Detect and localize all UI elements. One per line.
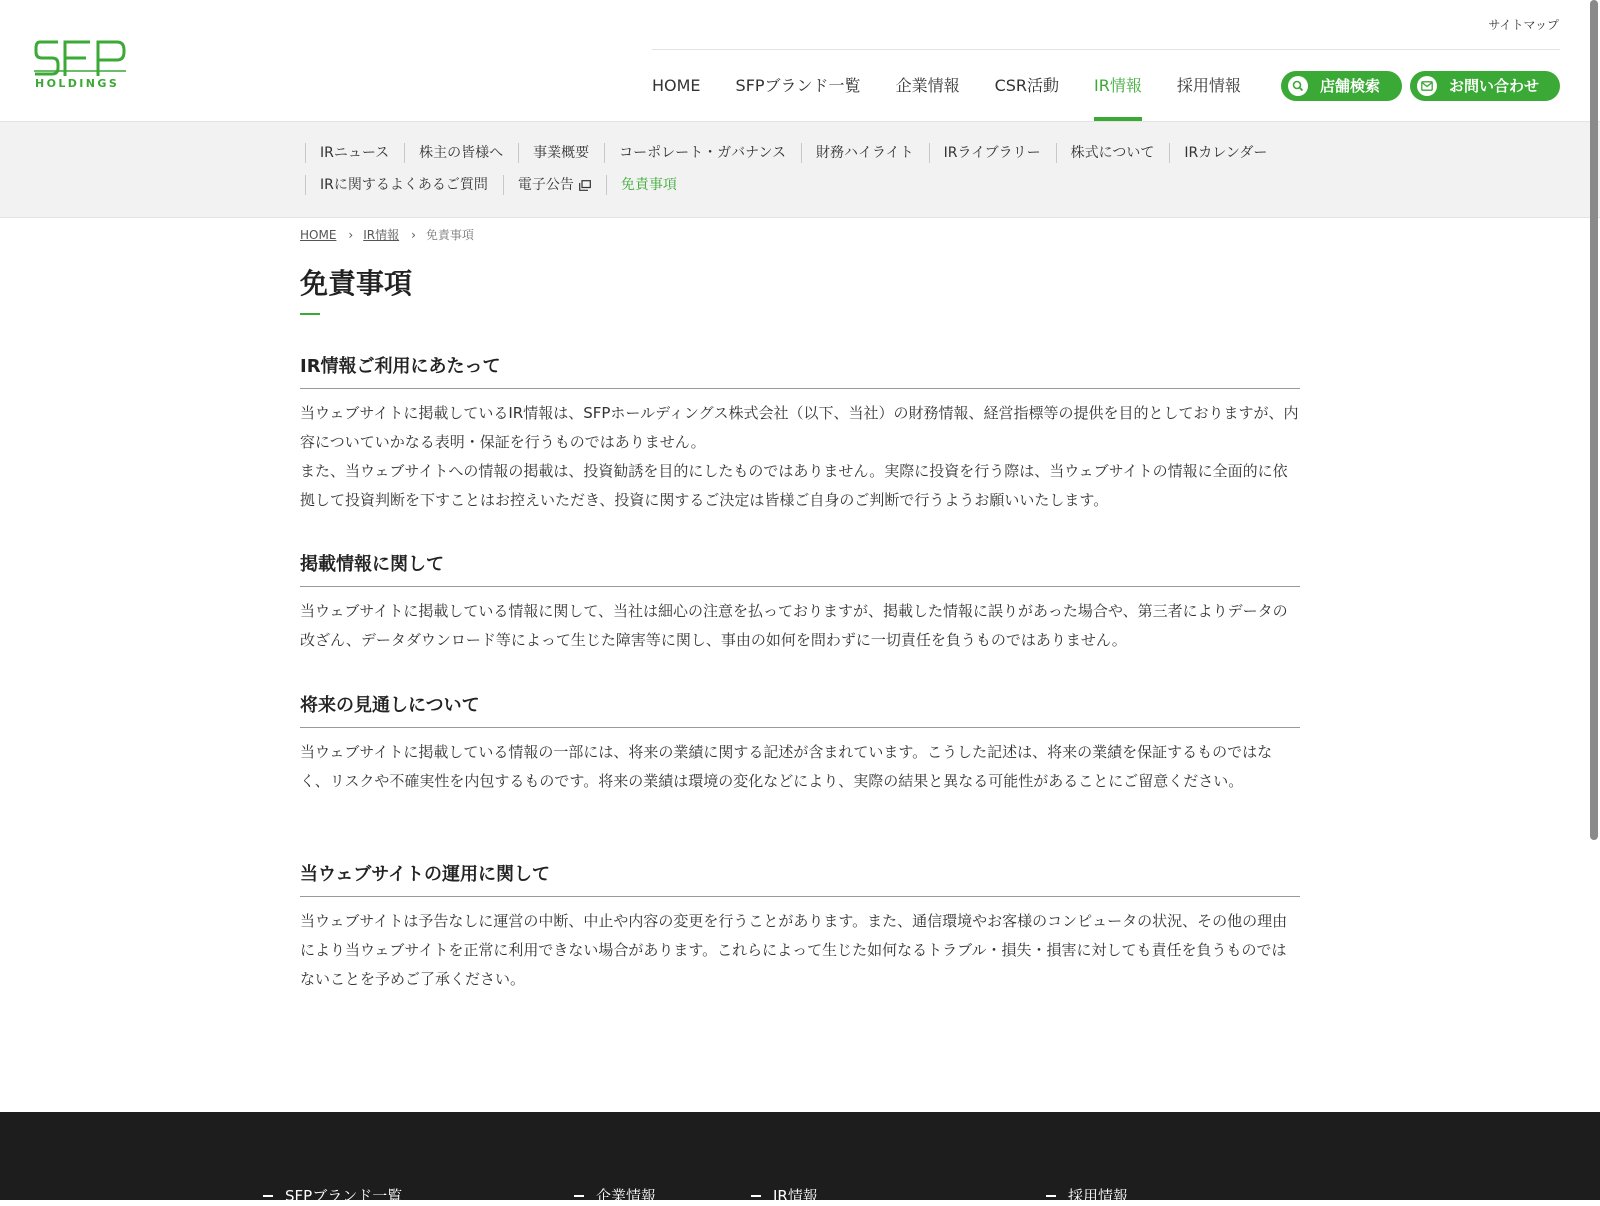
ir-subnav (0, 121, 1600, 218)
section-site-operation (300, 862, 1300, 994)
section-paragraph: また、当ウェブサイトへの情報の掲載は、投資勧誘を目的にしたものではありません。実際に投資を行う際は、当ウェブサイトの情報に全面的に依拠して投資判断を下すことはお控えいただき、投資に関するご決定は皆様ご自身のご判断で行うようお願いいたします。 (300, 462, 1288, 509)
dash-icon (751, 1195, 761, 1197)
scrollbar-thumb[interactable] (1590, 0, 1598, 840)
section-paragraph: 当ウェブサイトに掲載している情報の一部には、将来の業績に関する記述が含まれています。こうした記述は、将来の業績を保証するものではなく、リスクや不確実性を内包するものです。将来の業績は環境の変化などにより、実際の結果と異なる可能性があることにご留意ください。 (300, 743, 1273, 790)
footer-link-label: 企業情報 (596, 1187, 657, 1205)
site-header (0, 0, 1600, 121)
footer-link-company[interactable] (574, 1185, 656, 1206)
breadcrumb-ir[interactable]: IR情報 (363, 228, 400, 242)
dash-icon (1046, 1195, 1056, 1197)
store-search-button[interactable] (1281, 71, 1402, 101)
breadcrumb-home[interactable]: HOME (300, 227, 337, 242)
subnav-shareholders[interactable]: 株主の皆様へ (404, 143, 518, 163)
breadcrumb (300, 226, 474, 243)
subnav-ir-news[interactable]: IRニュース (305, 143, 404, 163)
logo-subtitle: HOLDINGS (35, 77, 120, 90)
nav-csr[interactable]: CSR活動 (994, 76, 1060, 95)
nav-recruit[interactable]: 採用情報 (1176, 76, 1241, 95)
nav-home[interactable]: HOME (652, 76, 701, 95)
subnav-ir-faq[interactable]: IRに関するよくあるご質問 (305, 175, 503, 195)
subnav-row-1 (305, 143, 1282, 163)
contact-label: お問い合わせ (1449, 77, 1540, 95)
breadcrumb-separator: › (411, 227, 416, 242)
external-link-icon (579, 180, 591, 191)
footer-link-recruit[interactable] (1046, 1185, 1128, 1206)
sfp-logo-mark (34, 38, 126, 78)
subnav-row-2 (305, 175, 692, 195)
section-ir-usage (300, 354, 1300, 515)
footer-link-brands[interactable] (263, 1185, 402, 1206)
section-paragraph: 当ウェブサイトに掲載しているIR情報は、SFPホールディングス株式会社（以下、当社）の財務情報、経営指標等の提供を目的としておりますが、内容についていかなる表明・保証を行うものではありません。 (300, 404, 1299, 451)
section-posted-info (300, 552, 1300, 655)
header-divider (652, 49, 1560, 50)
dash-icon (263, 1195, 273, 1197)
page-title: 免責事項 (300, 267, 413, 300)
subnav-governance[interactable]: コーポレート・ガバナンス (604, 143, 801, 163)
subnav-financial-highlights[interactable]: 財務ハイライト (801, 143, 929, 163)
title-underline (300, 313, 320, 315)
subnav-e-notice[interactable] (503, 175, 606, 195)
nav-company[interactable]: 企業情報 (895, 76, 960, 95)
section-paragraph: 当ウェブサイトは予告なしに運営の中断、中止や内容の変更を行うことがあります。また、通信環境やお客様のコンピュータの状況、その他の理由により当ウェブサイトを正常に利用できない場合があります。これらによって生じた如何なるトラブル・損失・損害に対しても責任を負うものではないことを予めご了承ください。 (300, 912, 1288, 988)
section-heading: 当ウェブサイトの運用に関して (300, 862, 1300, 897)
sfp-holdings-logo[interactable] (34, 38, 126, 92)
nav-ir[interactable]: IR情報 (1094, 72, 1142, 121)
dash-icon (574, 1195, 584, 1197)
mail-icon (1417, 76, 1437, 96)
breadcrumb-current: 免責事項 (425, 228, 474, 242)
site-footer (0, 1112, 1600, 1205)
subnav-stock-info[interactable]: 株式について (1056, 143, 1170, 163)
subnav-e-notice-label: 電子公告 (517, 177, 574, 193)
sitemap-link[interactable]: サイトマップ (1488, 18, 1559, 32)
subnav-ir-library[interactable]: IRライブラリー (929, 143, 1056, 163)
store-search-label: 店舗検索 (1320, 77, 1381, 95)
footer-link-ir[interactable] (751, 1185, 818, 1206)
global-nav (652, 72, 1276, 121)
search-icon (1288, 76, 1308, 96)
section-heading: IR情報ご利用にあたって (300, 354, 1300, 389)
contact-button[interactable] (1410, 71, 1560, 101)
section-heading: 掲載情報に関して (300, 552, 1300, 587)
section-future-outlook (300, 693, 1300, 796)
subnav-ir-calendar[interactable]: IRカレンダー (1169, 143, 1282, 163)
page-scrollbar[interactable] (1588, 0, 1600, 1200)
nav-brands[interactable]: SFPブランド一覧 (735, 76, 861, 95)
breadcrumb-separator: › (348, 227, 354, 242)
subnav-business-overview[interactable]: 事業概要 (518, 143, 604, 163)
footer-link-label: IR情報 (773, 1187, 818, 1205)
footer-link-label: 採用情報 (1068, 1187, 1129, 1205)
section-heading: 将来の見通しについて (300, 693, 1300, 728)
footer-link-label: SFPブランド一覧 (285, 1187, 403, 1205)
section-paragraph: 当ウェブサイトに掲載している情報に関して、当社は細心の注意を払っておりますが、掲載した情報に誤りがあった場合や、第三者によりデータの改ざん、データダウンロード等によって生じた障害等に関し、事由の如何を問わずに一切責任を負うものではありません。 (300, 602, 1288, 649)
subnav-disclaimer[interactable]: 免責事項 (606, 175, 692, 195)
